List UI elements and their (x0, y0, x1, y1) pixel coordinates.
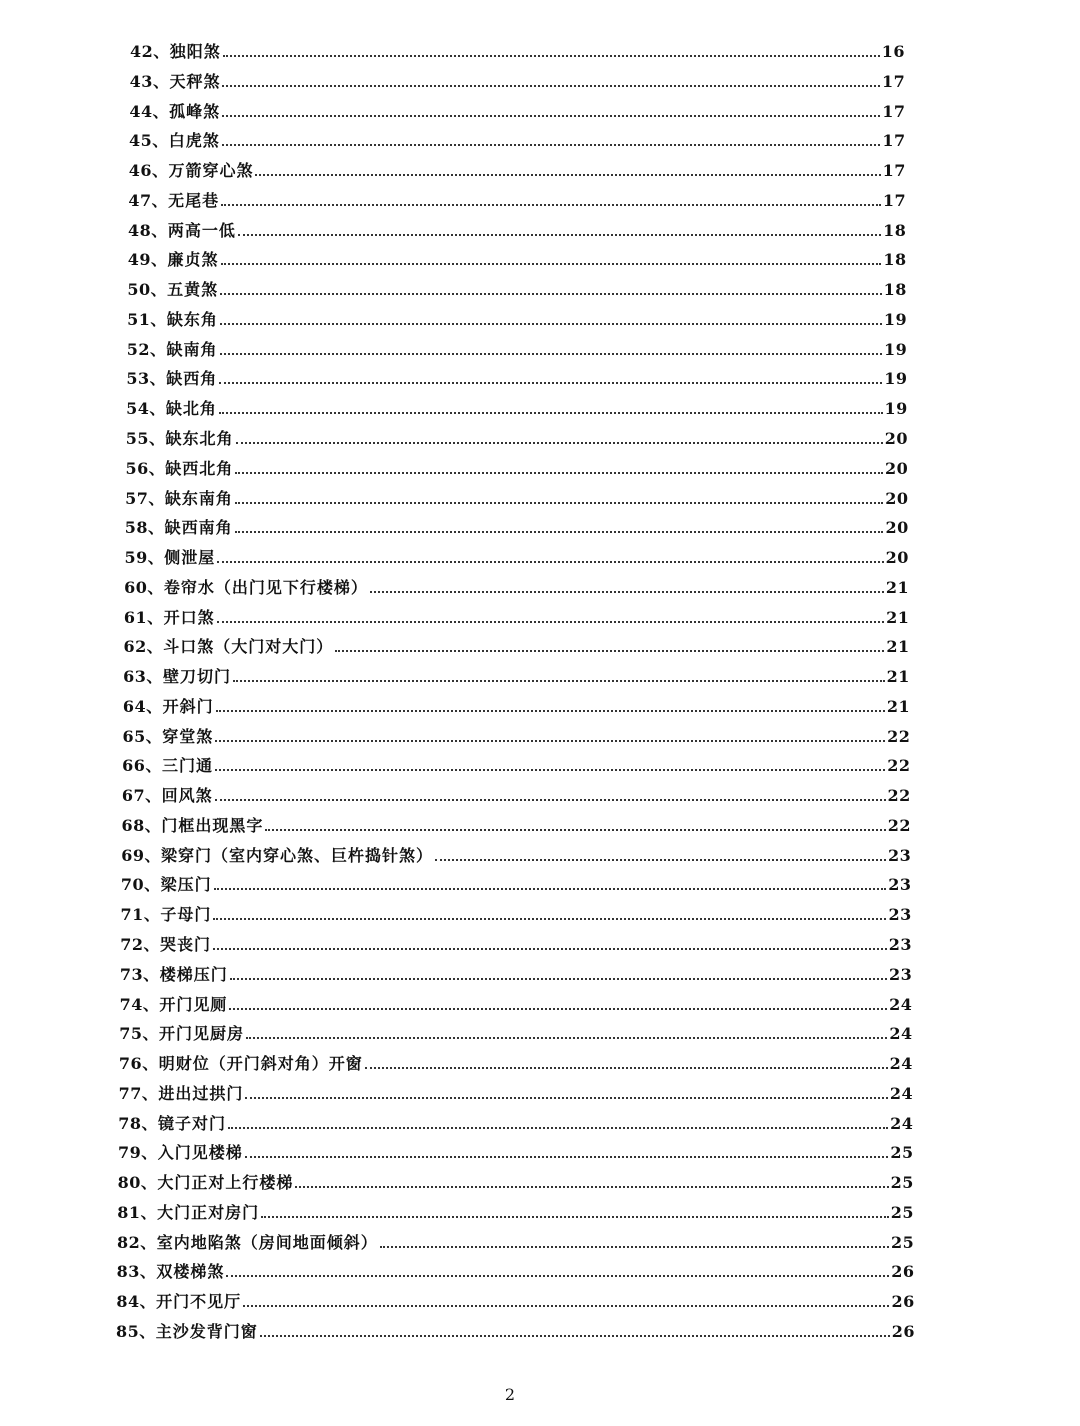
toc-entry-title: 独阳煞 (169, 42, 221, 61)
toc-entry-title: 哭丧门 (160, 935, 212, 955)
toc-entry-number: 47 (128, 190, 152, 210)
toc-entry-title: 大门正对上行楼梯 (157, 1173, 294, 1193)
toc-entry-separator: 、 (145, 786, 162, 806)
toc-entry (119, 1018, 912, 1044)
toc-entry (118, 1108, 913, 1134)
toc-entry-leader (221, 263, 882, 265)
toc-entry-separator: 、 (148, 518, 165, 538)
toc-entry-number: 55 (125, 428, 150, 448)
toc-entry-title: 缺北角 (165, 399, 217, 419)
toc-entry-leader (215, 799, 886, 801)
toc-entry-leader (335, 650, 884, 652)
toc-entry-number: 76 (118, 1054, 143, 1074)
toc-entry-separator: 、 (150, 280, 168, 300)
toc-entry-separator: 、 (152, 71, 170, 91)
toc-entry-leader (243, 1305, 889, 1307)
toc-entry (118, 1167, 914, 1193)
toc-entry-title: 两高一低 (167, 220, 236, 240)
toc-entry-title: 廉贞煞 (167, 250, 219, 270)
toc-entry (120, 959, 912, 985)
toc-entry-title: 卷帘水（出门见下行楼梯） (163, 577, 368, 597)
toc-entry-leader (213, 918, 886, 920)
toc-entry-leader (370, 591, 884, 593)
toc-entry-leader (217, 621, 885, 623)
toc-entry-title: 梁压门 (160, 875, 212, 895)
toc-entry-leader (213, 948, 887, 950)
toc-entry-title: 开门不见厅 (156, 1292, 242, 1312)
toc-entry-page: 26 (891, 1262, 915, 1282)
toc-entry-title: 大门正对房门 (157, 1202, 260, 1222)
toc-entry-leader (365, 1067, 888, 1069)
toc-entry-separator: 、 (150, 250, 168, 270)
toc-entry-leader (245, 1156, 889, 1158)
toc-entry-number: 74 (119, 994, 143, 1014)
toc-entry-page: 23 (888, 875, 912, 895)
toc-entry-page: 21 (886, 607, 910, 627)
toc-entry (123, 631, 909, 657)
toc-entry-leader (235, 531, 884, 533)
toc-entry-page: 22 (887, 786, 911, 806)
toc-entry-title: 缺西南角 (164, 518, 233, 538)
toc-entry-leader (235, 472, 883, 474)
toc-entry-page: 18 (883, 220, 907, 240)
toc-entry-number: 54 (126, 399, 150, 419)
toc-entry-page: 19 (884, 399, 908, 419)
toc-entry-separator: 、 (143, 964, 160, 984)
toc-entry (119, 1078, 914, 1104)
toc-entry-title: 缺东北角 (165, 428, 234, 448)
toc-entry-page: 22 (887, 726, 911, 746)
toc-entry-separator: 、 (150, 309, 167, 329)
toc-entry-number: 59 (124, 548, 148, 568)
toc-entry-page: 24 (890, 1113, 914, 1133)
toc-entry-leader (238, 234, 881, 236)
toc-entry-separator: 、 (153, 42, 170, 61)
toc-entry-leader (260, 1335, 890, 1337)
toc-entry-number: 81 (117, 1202, 141, 1222)
toc-entry-separator: 、 (147, 577, 164, 597)
toc-entry (117, 1227, 914, 1253)
toc-entry-title: 穿堂煞 (162, 726, 214, 746)
toc-entry-page: 20 (884, 458, 909, 478)
page-number: 2 (504, 1385, 516, 1404)
toc-entry (116, 1316, 915, 1342)
toc-entry-page: 22 (887, 756, 911, 776)
toc-entry-leader (215, 740, 885, 742)
toc-entry-title: 缺东南角 (164, 488, 233, 508)
toc-entry-separator: 、 (147, 548, 165, 568)
toc-entry-number: 56 (125, 458, 149, 478)
toc-entry-number: 67 (121, 786, 146, 806)
toc-entry-separator: 、 (145, 756, 162, 776)
toc-entry-page: 23 (888, 964, 913, 984)
toc-entry-title: 双楼梯煞 (156, 1262, 225, 1282)
toc-entry-title: 主沙发背门窗 (155, 1322, 258, 1341)
toc-entry-separator: 、 (148, 488, 165, 508)
toc-entry-leader (222, 85, 879, 87)
toc-entry-page: 21 (886, 667, 910, 687)
toc-entry (125, 483, 908, 509)
toc-entry (129, 155, 906, 181)
toc-entry-page: 21 (886, 696, 911, 716)
toc-entry (130, 36, 905, 62)
toc-entry (119, 1048, 913, 1074)
toc-entry (121, 899, 912, 925)
toc-entry-separator: 、 (148, 458, 166, 478)
toc-entry-title: 开门见厕 (159, 994, 228, 1014)
toc-entry-leader (215, 769, 885, 771)
toc-entry-leader (265, 829, 885, 831)
toc-entry (122, 750, 910, 776)
toc-entry-number: 43 (129, 71, 153, 91)
toc-entry-number: 58 (124, 518, 149, 538)
toc-entry-leader (229, 1008, 887, 1010)
toc-entry-number: 64 (122, 696, 147, 716)
toc-entry (117, 1256, 915, 1282)
toc-entry-number: 60 (124, 577, 148, 597)
toc-entry-separator: 、 (149, 428, 166, 448)
toc-entry-leader (226, 1275, 889, 1277)
toc-entry-separator: 、 (141, 1143, 158, 1163)
toc-entry (123, 691, 910, 717)
toc-entry-page: 18 (883, 280, 907, 300)
toc-entry-title: 回风煞 (161, 786, 213, 806)
toc-entry-number: 52 (126, 339, 150, 359)
toc-entry (125, 512, 909, 538)
toc-entry-number: 51 (127, 309, 151, 329)
toc-entry-title: 三门通 (161, 756, 213, 776)
toc-entry-page: 19 (884, 369, 908, 389)
toc-entry-title: 入门见楼梯 (157, 1143, 243, 1163)
toc-entry (124, 572, 909, 598)
toc-entry-page: 19 (883, 309, 908, 329)
toc-entry-separator: 、 (150, 339, 167, 359)
toc-entry-number: 66 (122, 756, 146, 776)
toc-entry-title: 楼梯压门 (159, 964, 228, 984)
toc-entry-separator: 、 (139, 1292, 157, 1312)
toc-entry-leader (217, 561, 883, 563)
toc-entry-page: 17 (882, 131, 906, 151)
toc-entry-number: 83 (116, 1262, 140, 1282)
toc-entry-page: 20 (885, 548, 909, 568)
toc-entry (122, 780, 911, 806)
toc-entry-leader (261, 1216, 889, 1218)
toc-entry (129, 125, 906, 151)
toc-entry (118, 1137, 914, 1163)
toc-entry-separator: 、 (144, 815, 162, 835)
toc-entry (121, 840, 911, 866)
toc-entry (120, 929, 912, 955)
toc-entry-number: 77 (118, 1083, 142, 1103)
toc-entry-title: 壁刀切门 (162, 667, 231, 687)
toc-entry-number: 80 (117, 1173, 141, 1193)
toc-entry-title: 室内地陷煞（房间地面倾斜） (156, 1232, 378, 1252)
toc-entry-separator: 、 (139, 1322, 156, 1341)
toc-entry-page: 17 (882, 101, 906, 121)
toc-entry-page: 22 (887, 815, 912, 835)
toc-entry (128, 185, 906, 211)
toc-entry-page: 26 (891, 1322, 915, 1341)
toc-entry (124, 602, 910, 628)
toc-entry-number: 45 (129, 131, 153, 151)
toc-entry-leader (245, 1097, 887, 1099)
toc-entry-number: 46 (128, 161, 152, 181)
toc-entry-separator: 、 (141, 1113, 159, 1133)
toc-entry-leader (255, 174, 880, 176)
toc-entry-number: 42 (130, 42, 154, 61)
toc-entry-leader (220, 323, 882, 325)
toc-entry-leader (435, 859, 886, 861)
toc-entry-page: 17 (882, 161, 906, 181)
toc-entry-number: 84 (116, 1292, 140, 1312)
toc-entry (126, 393, 908, 419)
toc-entry-title: 开门见厨房 (159, 1024, 245, 1044)
toc-entry-separator: 、 (146, 667, 163, 687)
toc-entry-leader (228, 1127, 888, 1129)
toc-entry-separator: 、 (140, 1202, 158, 1222)
toc-entry-number: 50 (127, 280, 151, 300)
toc-entry-number: 73 (119, 964, 144, 984)
toc-entry (116, 1286, 914, 1312)
toc-entry-number: 53 (126, 369, 150, 389)
toc-entry-separator: 、 (147, 607, 164, 627)
toc-entry (127, 334, 908, 360)
toc-entry-page: 23 (888, 935, 912, 955)
toc-entry-number: 69 (121, 845, 145, 865)
toc-entry-leader (223, 55, 880, 57)
toc-entry (123, 661, 910, 687)
toc-entry-page: 25 (890, 1143, 914, 1163)
toc-entry-leader (295, 1186, 888, 1188)
toc-entry-leader (235, 502, 883, 504)
toc-entry-title: 明财位（开门斜对角）开窗 (158, 1054, 363, 1074)
toc-entry-page: 20 (885, 518, 909, 538)
toc-entry-number: 75 (119, 1024, 143, 1044)
toc-entry-number: 82 (116, 1232, 141, 1252)
toc-entry-separator: 、 (146, 637, 164, 657)
toc-entry-title: 进出过拱门 (158, 1083, 244, 1103)
toc-entry (121, 869, 912, 895)
toc-entry-number: 71 (120, 905, 144, 925)
toc-entry-number: 63 (123, 667, 147, 687)
toc-entry (123, 721, 911, 747)
toc-entry-page: 25 (891, 1232, 915, 1252)
toc-entry-page: 20 (884, 428, 909, 448)
toc-entry-leader (380, 1246, 889, 1248)
toc-entry-separator: 、 (149, 399, 166, 419)
toc-entry-title: 侧泄屋 (164, 548, 216, 568)
toc-entry-title: 斗口煞（大门对大门） (163, 637, 334, 657)
toc-entry-page: 18 (883, 250, 907, 270)
toc-entry-number: 62 (123, 637, 147, 657)
toc-entry (117, 1197, 914, 1223)
toc-entry-number: 79 (117, 1143, 142, 1163)
toc-entry-page: 25 (890, 1202, 915, 1222)
toc-entry (129, 96, 905, 122)
toc-entry-separator: 、 (146, 696, 163, 716)
toc-entry-leader (216, 710, 885, 712)
toc-entry-separator: 、 (152, 101, 170, 121)
toc-entry (124, 542, 908, 568)
toc-entry (127, 274, 906, 300)
toc-entry-separator: 、 (152, 131, 169, 151)
toc-entry-title: 白虎煞 (168, 131, 220, 151)
toc-entry-leader (214, 888, 887, 890)
toc-entry-leader (219, 412, 883, 414)
toc-entry-page: 24 (889, 1083, 914, 1103)
toc-entry-title: 缺南角 (166, 339, 218, 359)
toc-entry-leader (246, 1037, 887, 1039)
toc-entry-title: 子母门 (160, 905, 212, 925)
toc-entry-title: 缺西北角 (165, 458, 234, 478)
toc-entry-number: 78 (118, 1113, 142, 1133)
toc-entry-title: 开口煞 (163, 607, 215, 627)
toc-entry-page: 19 (884, 339, 908, 359)
toc-entry-page: 24 (889, 994, 913, 1014)
toc-entry-number: 44 (129, 101, 153, 121)
toc-entry-page: 24 (889, 1054, 913, 1074)
toc-entry-separator: 、 (145, 726, 163, 746)
toc-entry-separator: 、 (151, 161, 169, 181)
toc-entry-leader (233, 680, 885, 682)
toc-entry-separator: 、 (143, 905, 161, 925)
toc-entry-page: 23 (888, 905, 912, 925)
toc-entry-separator: 、 (142, 1024, 160, 1044)
toc-entry (126, 363, 907, 389)
toc-entry-page: 20 (885, 488, 909, 508)
toc-entry-separator: 、 (151, 190, 169, 210)
toc-entry-title: 缺西角 (166, 369, 218, 389)
toc-entry (122, 810, 912, 836)
toc-entry-title: 无尾巷 (168, 190, 220, 210)
toc-entry-number: 65 (122, 726, 146, 746)
toc-entry-leader (220, 293, 881, 295)
toc-entry-separator: 、 (140, 1232, 157, 1252)
toc-entry-title: 孤峰煞 (169, 101, 221, 121)
toc-entry-separator: 、 (140, 1173, 158, 1193)
toc-entry-page: 24 (889, 1024, 913, 1044)
toc-entry (126, 423, 908, 449)
toc-entry-page: 26 (891, 1292, 915, 1312)
toc-entry-separator: 、 (142, 994, 160, 1014)
toc-entry-page: 23 (888, 845, 912, 865)
toc-entry-title: 开斜门 (162, 696, 214, 716)
toc-entry-title: 万箭穿心煞 (168, 161, 254, 181)
toc-entry-separator: 、 (143, 935, 160, 955)
toc-entry-number: 49 (127, 250, 151, 270)
toc-entry-page: 25 (890, 1173, 914, 1193)
toc-entry-title: 缺东角 (166, 309, 218, 329)
toc-entry-number: 72 (120, 935, 144, 955)
toc-entry-page: 17 (881, 71, 906, 91)
toc-entry (127, 304, 907, 330)
toc-entry-page: 21 (885, 577, 910, 597)
toc-entry-title: 天秤煞 (169, 71, 221, 91)
toc-entry-number: 48 (128, 220, 152, 240)
toc-entry-page: 21 (886, 637, 910, 657)
toc-entry-separator: 、 (149, 369, 167, 389)
toc-entry-title: 门框出现黑字 (161, 815, 264, 835)
toc-entry-leader (222, 144, 881, 146)
toc-entry-number: 70 (120, 875, 145, 895)
toc-entry-page: 16 (881, 42, 905, 61)
toc-entry-leader (219, 382, 882, 384)
toc-entry-leader (230, 978, 887, 980)
toc-entry-separator: 、 (144, 845, 161, 865)
toc-entry-leader (221, 204, 881, 206)
toc-entry-number: 61 (123, 607, 148, 627)
toc-entry-leader (236, 442, 883, 444)
toc-entry-leader (222, 115, 880, 117)
toc-entry-separator: 、 (139, 1262, 157, 1282)
toc-entry-number: 57 (125, 488, 149, 508)
toc-entry (120, 989, 913, 1015)
toc-entry (125, 453, 908, 479)
toc-entry-title: 镜子对门 (158, 1113, 227, 1133)
toc-entry-title: 五黄煞 (167, 280, 219, 300)
toc-entry-separator: 、 (141, 1083, 159, 1103)
toc-entry-separator: 、 (142, 1054, 159, 1074)
toc-entry (130, 66, 906, 92)
toc-entry-number: 85 (116, 1322, 140, 1341)
toc-entry-number: 68 (121, 815, 145, 835)
toc-entry-title: 梁穿门（室内穿心煞、巨杵捣针煞） (160, 845, 433, 865)
toc-entry (128, 215, 906, 241)
toc-entry-separator: 、 (151, 220, 168, 240)
toc-entry-leader (220, 353, 883, 355)
toc-entry-page: 17 (882, 190, 907, 210)
toc-entry (128, 244, 907, 270)
toc-entry-separator: 、 (144, 875, 161, 895)
